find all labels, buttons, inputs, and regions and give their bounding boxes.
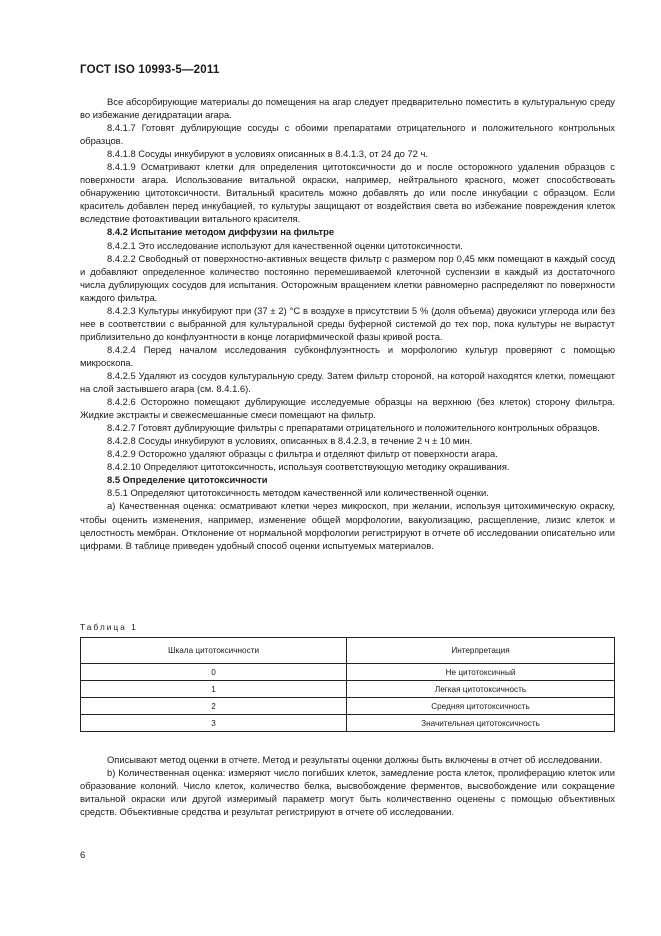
table-header-row: [81, 638, 615, 664]
paragraph: 8.4.2.3 Культуры инкубируют при (37 ± 2) °С в воздухе в присутствии 5 % (доля объема) двуокиси углерода или без нее в соответствии с выбранной для культуральной среды буферной системой до тех пор, пока культуры не вырастут приблизительно до конфлуэнтности в конце логарифмической фазы кривой роста.: [80, 304, 615, 342]
table-row: [81, 681, 615, 698]
table-row: [81, 664, 615, 681]
paragraph: 8.4.2.2 Свободный от поверхностно-активных веществ фильтр с размером пор 0,45 мкм помещают в каждый сосуд и добавляют определенное количество постоянно перемешиваемой клеточной суспензии в каждый из достаточного числа дублирующих сосудов для испытания. Осторожным вращением клетки равномерно распределяют по поверхности каждого фильтра.: [80, 252, 615, 303]
paragraph: Все абсорбирующие материалы до помещения на агар следует предварительно поместить в культуральную среду во избежание дегидратации агара.: [80, 96, 615, 121]
paragraph: а) Качественная оценка: осматривают клетки через микроскоп, при желании, используя цитохимическую окраску, чтобы оценить изменения, например, изменение общей морфологии, вакуолизацию, расщепление, лизис клеток и целостность мембран. Отклонение от нормальной морфологии регистрируют в отчете об исследовании описательно или цифрами. В таблице приведен удобный способ оценки испытуемых материалов.: [80, 500, 615, 551]
paragraph: 8.4.2.8 Сосуды инкубируют в условиях, описанных в 8.4.2.3, в течение 2 ч ± 10 мин.: [107, 435, 473, 447]
paragraph: 8.4.2.10 Определяют цитотоксичность, используя соответствующую методику окрашивания.: [107, 461, 510, 473]
paragraph: 8.5.1 Определяют цитотоксичность методом качественной или количественной оценки.: [107, 487, 489, 499]
table-row: [81, 698, 615, 715]
table-caption: Таблица 1: [80, 622, 138, 632]
page-number: 6: [80, 849, 86, 860]
table-cell: 2: [81, 698, 347, 715]
table-cell: 0: [81, 664, 347, 681]
paragraph: Описывают метод оценки в отчете. Метод и результаты оценки должны быть включены в отчет об исследовании.: [107, 754, 603, 765]
paragraph: 8.4.2.5 Удаляют из сосудов культуральную среду. Затем фильтр стороной, на которой находятся клетки, помещают на слой застывшего агара (см. 8.4.1.6).: [80, 369, 615, 395]
table-row: [81, 715, 615, 732]
table-cell: Средняя цитотоксичность: [347, 698, 615, 715]
table-cell: 1: [81, 681, 347, 698]
body-text: [80, 95, 615, 552]
cytotoxicity-table: [80, 637, 615, 732]
table-cell: Значительная цитотоксичность: [347, 715, 615, 732]
after-table-text: [80, 753, 615, 818]
table-cell: Легкая цитотоксичность: [347, 681, 615, 698]
paragraph: 8.4.1.8 Сосуды инкубируют в условиях описанных в 8.4.1.3, от 24 до 72 ч.: [107, 148, 428, 160]
section-heading: 8.5 Определение цитотоксичности: [107, 474, 268, 486]
paragraph: 8.4.1.7 Готовят дублирующие сосуды с обоими препаратами отрицательного и положительного контрольных образцов.: [80, 122, 615, 147]
table-cell: 3: [81, 715, 347, 732]
paragraph: 8.4.2.6 Осторожно помещают дублирующие исследуемые образцы на верхнюю (без клеток) сторону фильтра. Жидкие экстракты и свежесмешанные смеси помещают на фильтр.: [80, 396, 615, 421]
table-header-cell: Интерпретация: [347, 638, 615, 664]
page-header-title: ГОСТ ISO 10993-5—2011: [80, 64, 220, 76]
section-heading: 8.4.2 Испытание методом диффузии на фильтре: [107, 226, 335, 238]
table-header-cell: Шкала цитотоксичности: [81, 638, 347, 664]
table-cell: Не цитотоксичный: [347, 664, 615, 681]
paragraph: b) Количественная оценка: измеряют число погибших клеток, замедление роста клеток, пролиферацию клеток или образование колоний. Число клеток, количество белка, высвобождение ферментов, высвобождение или сокращение витальной окраски или другой измеримый параметр могут быть количественно оценены с помощью объективных средств. Объективные средства и результат регистрируют в отчете об исследовании.: [80, 767, 615, 818]
paragraph: 8.4.1.9 Осматривают клетки для определения цитотоксичности до и после осторожного удаления образцов с поверхности агара. Использование витальной окраски, например, нейтрального красного, может способствовать обнаружению цитотоксичности. Витальный краситель можно добавлять до или после инкубации с образцом. Если краситель добавлен перед инкубацией, то культуры защищают от воздействия света во избежание повреждения клеток вследствие фотоактивации витального красителя.: [80, 161, 615, 225]
paragraph: 8.4.2.7 Готовят дублирующие фильтры с препаратами отрицательного и положительного контрольных образцов.: [107, 422, 600, 434]
paragraph: 8.4.2.4 Перед началом исследования субконфлуэнтность и морфологию культур проверяют с помощью микроскопа.: [80, 343, 615, 368]
paragraph: 8.4.2.9 Осторожно удаляют образцы с фильтра и отделяют фильтр от поверхности агара.: [107, 448, 498, 460]
paragraph: 8.4.2.1 Это исследование используют для качественной оценки цитотоксичности.: [107, 239, 463, 251]
